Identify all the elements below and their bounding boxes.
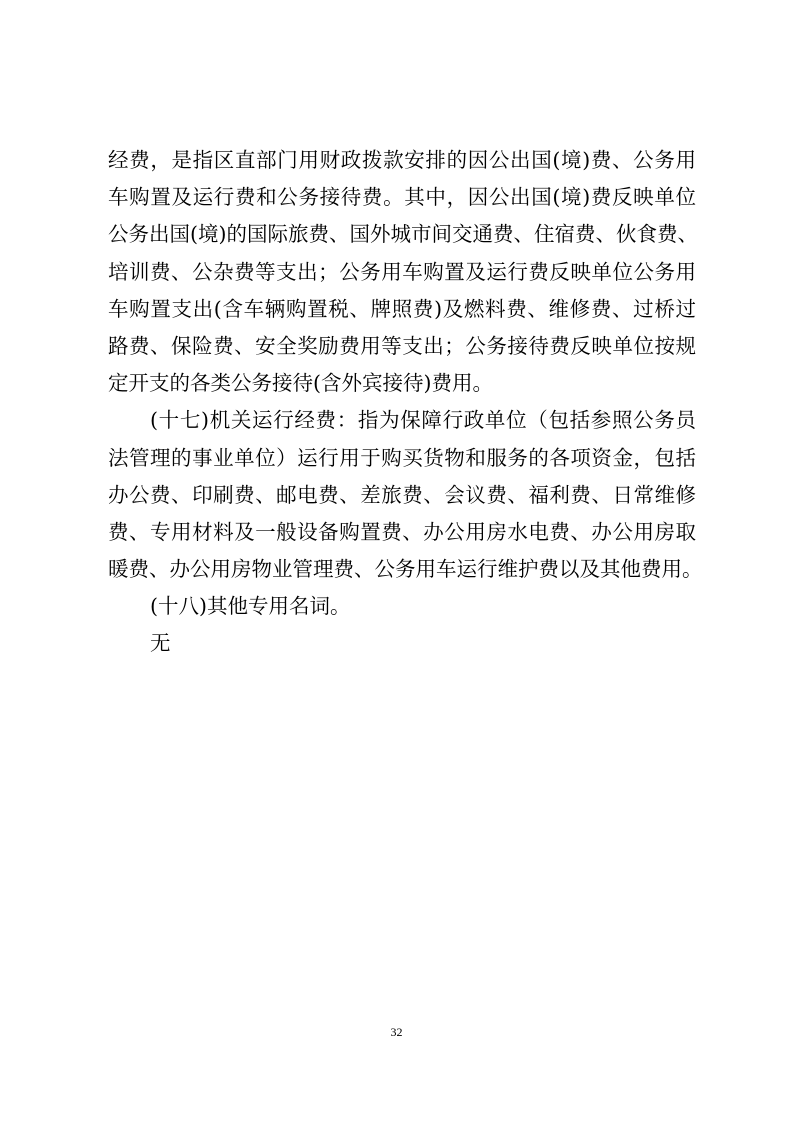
page-number: 32 [390,1025,403,1039]
paragraph-line: 费、专用材料及一般设备购置费、办公用房水电费、办公用房取 [108,519,696,544]
paragraph-line: 培训费、公杂费等支出；公务用车购置及运行费反映单位公务用 [108,259,696,284]
paragraph-line: 路费、保险费、安全奖励费用等支出；公务接待费反映单位按规 [108,333,696,358]
section-17-heading-line: (十七)机关运行经费：指为保障行政单位（包括参照公务员 [150,408,696,433]
paragraph-line: 经费，是指区直部门用财政拨款安排的因公出国(境)费、公务用 [108,148,696,172]
paragraph-line: 办公费、印刷费、邮电费、差旅费、会议费、福利费、日常维修 [108,482,696,507]
paragraph-line: 法管理的事业单位）运行用于购买货物和服务的各项资金，包括 [108,445,696,470]
paragraph-line: 定开支的各类公务接待(含外宾接待)费用。 [108,371,493,396]
paragraph-line: 暖费、办公用房物业管理费、公务用车运行维护费以及其他费用。 [108,557,703,582]
body-text [108,142,703,663]
paragraph-line: 车购置及运行费和公务接待费。其中，因公出国(境)费反映单位 [108,185,696,210]
section-18-content: 无 [150,631,171,656]
paragraph-line: 公务出国(境)的国际旅费、国外城市间交通费、住宿费、伙食费、 [108,222,698,247]
section-18-heading-line: (十八)其他专用名词。 [150,594,351,619]
paragraph-line: 车购置支出(含车辆购置税、牌照费)及燃料费、维修费、过桥过 [108,296,696,321]
